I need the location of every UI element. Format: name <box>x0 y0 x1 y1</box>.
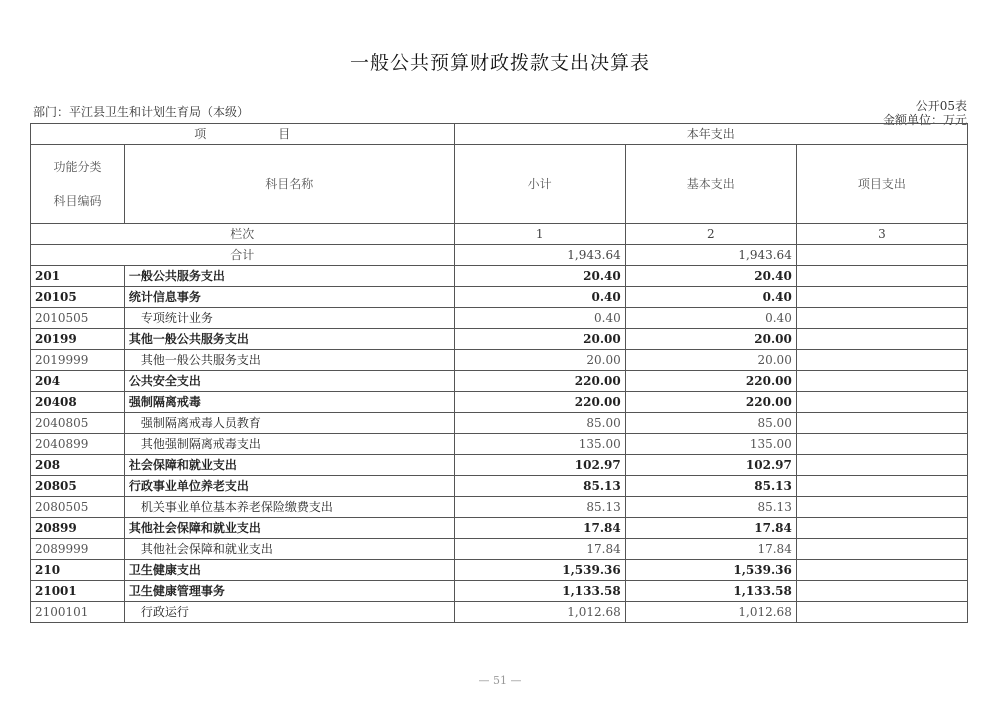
row-code: 2080505 <box>31 497 125 518</box>
row-basic: 0.40 <box>625 287 796 308</box>
row-name: 其他强制隔离戒毒支出 <box>124 434 454 455</box>
row-name: 一般公共服务支出 <box>124 266 454 287</box>
row-code: 2089999 <box>31 539 125 560</box>
row-project <box>796 497 967 518</box>
row-subtotal: 0.40 <box>454 308 625 329</box>
row-code: 204 <box>31 371 125 392</box>
row-name: 其他一般公共服务支出 <box>124 329 454 350</box>
row-project <box>796 287 967 308</box>
row-project <box>796 518 967 539</box>
form-number: 公开05表 <box>915 99 967 113</box>
total-project <box>796 245 967 266</box>
row-basic: 17.84 <box>625 518 796 539</box>
header-column-seq: 栏次 <box>31 224 455 245</box>
budget-table <box>30 123 968 623</box>
row-basic: 220.00 <box>625 371 796 392</box>
row-subtotal: 85.13 <box>454 476 625 497</box>
table-row <box>31 329 968 350</box>
row-basic: 20.00 <box>625 350 796 371</box>
header-func-class-cell <box>31 145 125 224</box>
row-project <box>796 392 967 413</box>
table-row <box>31 392 968 413</box>
table-row <box>31 434 968 455</box>
row-code: 208 <box>31 455 125 476</box>
row-subtotal: 20.00 <box>454 329 625 350</box>
row-basic: 135.00 <box>625 434 796 455</box>
row-project <box>796 350 967 371</box>
row-name: 卫生健康支出 <box>124 560 454 581</box>
row-code: 210 <box>31 560 125 581</box>
row-subtotal: 220.00 <box>454 371 625 392</box>
row-code: 20805 <box>31 476 125 497</box>
row-basic: 0.40 <box>625 308 796 329</box>
row-name: 行政事业单位养老支出 <box>124 476 454 497</box>
header-subject-name: 科目名称 <box>124 145 454 224</box>
table-row <box>31 581 968 602</box>
row-basic: 85.13 <box>625 476 796 497</box>
table-row <box>31 497 968 518</box>
row-project <box>796 581 967 602</box>
row-code: 201 <box>31 266 125 287</box>
table-row <box>31 476 968 497</box>
header-col1: 1 <box>454 224 625 245</box>
table-row <box>31 371 968 392</box>
row-code: 20105 <box>31 287 125 308</box>
row-name: 强制隔离戒毒 <box>124 392 454 413</box>
row-name: 公共安全支出 <box>124 371 454 392</box>
row-subtotal: 1,539.36 <box>454 560 625 581</box>
table-header <box>31 124 968 266</box>
row-code: 20408 <box>31 392 125 413</box>
row-name: 其他一般公共服务支出 <box>124 350 454 371</box>
table-row <box>31 308 968 329</box>
header-project: 项目支出 <box>796 145 967 224</box>
row-basic: 17.84 <box>625 539 796 560</box>
table-row <box>31 539 968 560</box>
row-name: 强制隔离戒毒人员教育 <box>124 413 454 434</box>
table-body <box>31 266 968 623</box>
header-current-year: 本年支出 <box>454 124 967 145</box>
row-subtotal: 20.40 <box>454 266 625 287</box>
row-basic: 85.00 <box>625 413 796 434</box>
row-subtotal: 220.00 <box>454 392 625 413</box>
row-basic: 1,539.36 <box>625 560 796 581</box>
row-code: 2019999 <box>31 350 125 371</box>
row-project <box>796 266 967 287</box>
row-project <box>796 308 967 329</box>
header-subject-code: 科目编码 <box>53 194 102 208</box>
row-name: 统计信息事务 <box>124 287 454 308</box>
row-code: 21001 <box>31 581 125 602</box>
row-code: 20199 <box>31 329 125 350</box>
header-basic: 基本支出 <box>625 145 796 224</box>
table-row <box>31 518 968 539</box>
row-project <box>796 413 967 434</box>
row-subtotal: 1,133.58 <box>454 581 625 602</box>
header-subtotal: 小计 <box>454 145 625 224</box>
table-row <box>31 413 968 434</box>
header-col2: 2 <box>625 224 796 245</box>
row-subtotal: 85.13 <box>454 497 625 518</box>
row-project <box>796 560 967 581</box>
page-number: — 51 — <box>478 674 522 687</box>
row-name: 行政运行 <box>124 602 454 623</box>
amount-unit: 金额单位：万元 <box>882 113 967 127</box>
row-code: 2040805 <box>31 413 125 434</box>
department-label: 部门：平江县卫生和计划生育局（本级） <box>33 105 250 119</box>
row-project <box>796 455 967 476</box>
header-func-class: 功能分类 <box>53 160 102 174</box>
row-project <box>796 602 967 623</box>
row-basic: 220.00 <box>625 392 796 413</box>
row-name: 卫生健康管理事务 <box>124 581 454 602</box>
row-code: 2010505 <box>31 308 125 329</box>
row-code: 2040899 <box>31 434 125 455</box>
row-basic: 102.97 <box>625 455 796 476</box>
table-row <box>31 350 968 371</box>
row-basic: 1,133.58 <box>625 581 796 602</box>
table-row <box>31 455 968 476</box>
row-subtotal: 0.40 <box>454 287 625 308</box>
total-label: 合计 <box>31 245 455 266</box>
row-subtotal: 17.84 <box>454 539 625 560</box>
row-subtotal: 135.00 <box>454 434 625 455</box>
row-code: 2100101 <box>31 602 125 623</box>
row-project <box>796 371 967 392</box>
header-item: 项 目 <box>31 124 455 145</box>
total-basic: 1,943.64 <box>625 245 796 266</box>
total-subtotal: 1,943.64 <box>454 245 625 266</box>
row-name: 专项统计业务 <box>124 308 454 329</box>
row-project <box>796 434 967 455</box>
row-subtotal: 17.84 <box>454 518 625 539</box>
row-project <box>796 476 967 497</box>
table-row <box>31 560 968 581</box>
row-name: 其他社会保障和就业支出 <box>124 539 454 560</box>
row-subtotal: 85.00 <box>454 413 625 434</box>
page-title: 一般公共预算财政拨款支出决算表 <box>349 52 650 74</box>
row-name: 其他社会保障和就业支出 <box>124 518 454 539</box>
row-basic: 20.40 <box>625 266 796 287</box>
row-subtotal: 20.00 <box>454 350 625 371</box>
row-basic: 85.13 <box>625 497 796 518</box>
table-row <box>31 602 968 623</box>
row-code: 20899 <box>31 518 125 539</box>
row-subtotal: 102.97 <box>454 455 625 476</box>
table-row <box>31 266 968 287</box>
row-name: 机关事业单位基本养老保险缴费支出 <box>124 497 454 518</box>
row-subtotal: 1,012.68 <box>454 602 625 623</box>
table-row <box>31 287 968 308</box>
row-project <box>796 539 967 560</box>
header-col3: 3 <box>796 224 967 245</box>
row-name: 社会保障和就业支出 <box>124 455 454 476</box>
row-basic: 1,012.68 <box>625 602 796 623</box>
row-basic: 20.00 <box>625 329 796 350</box>
row-project <box>796 329 967 350</box>
